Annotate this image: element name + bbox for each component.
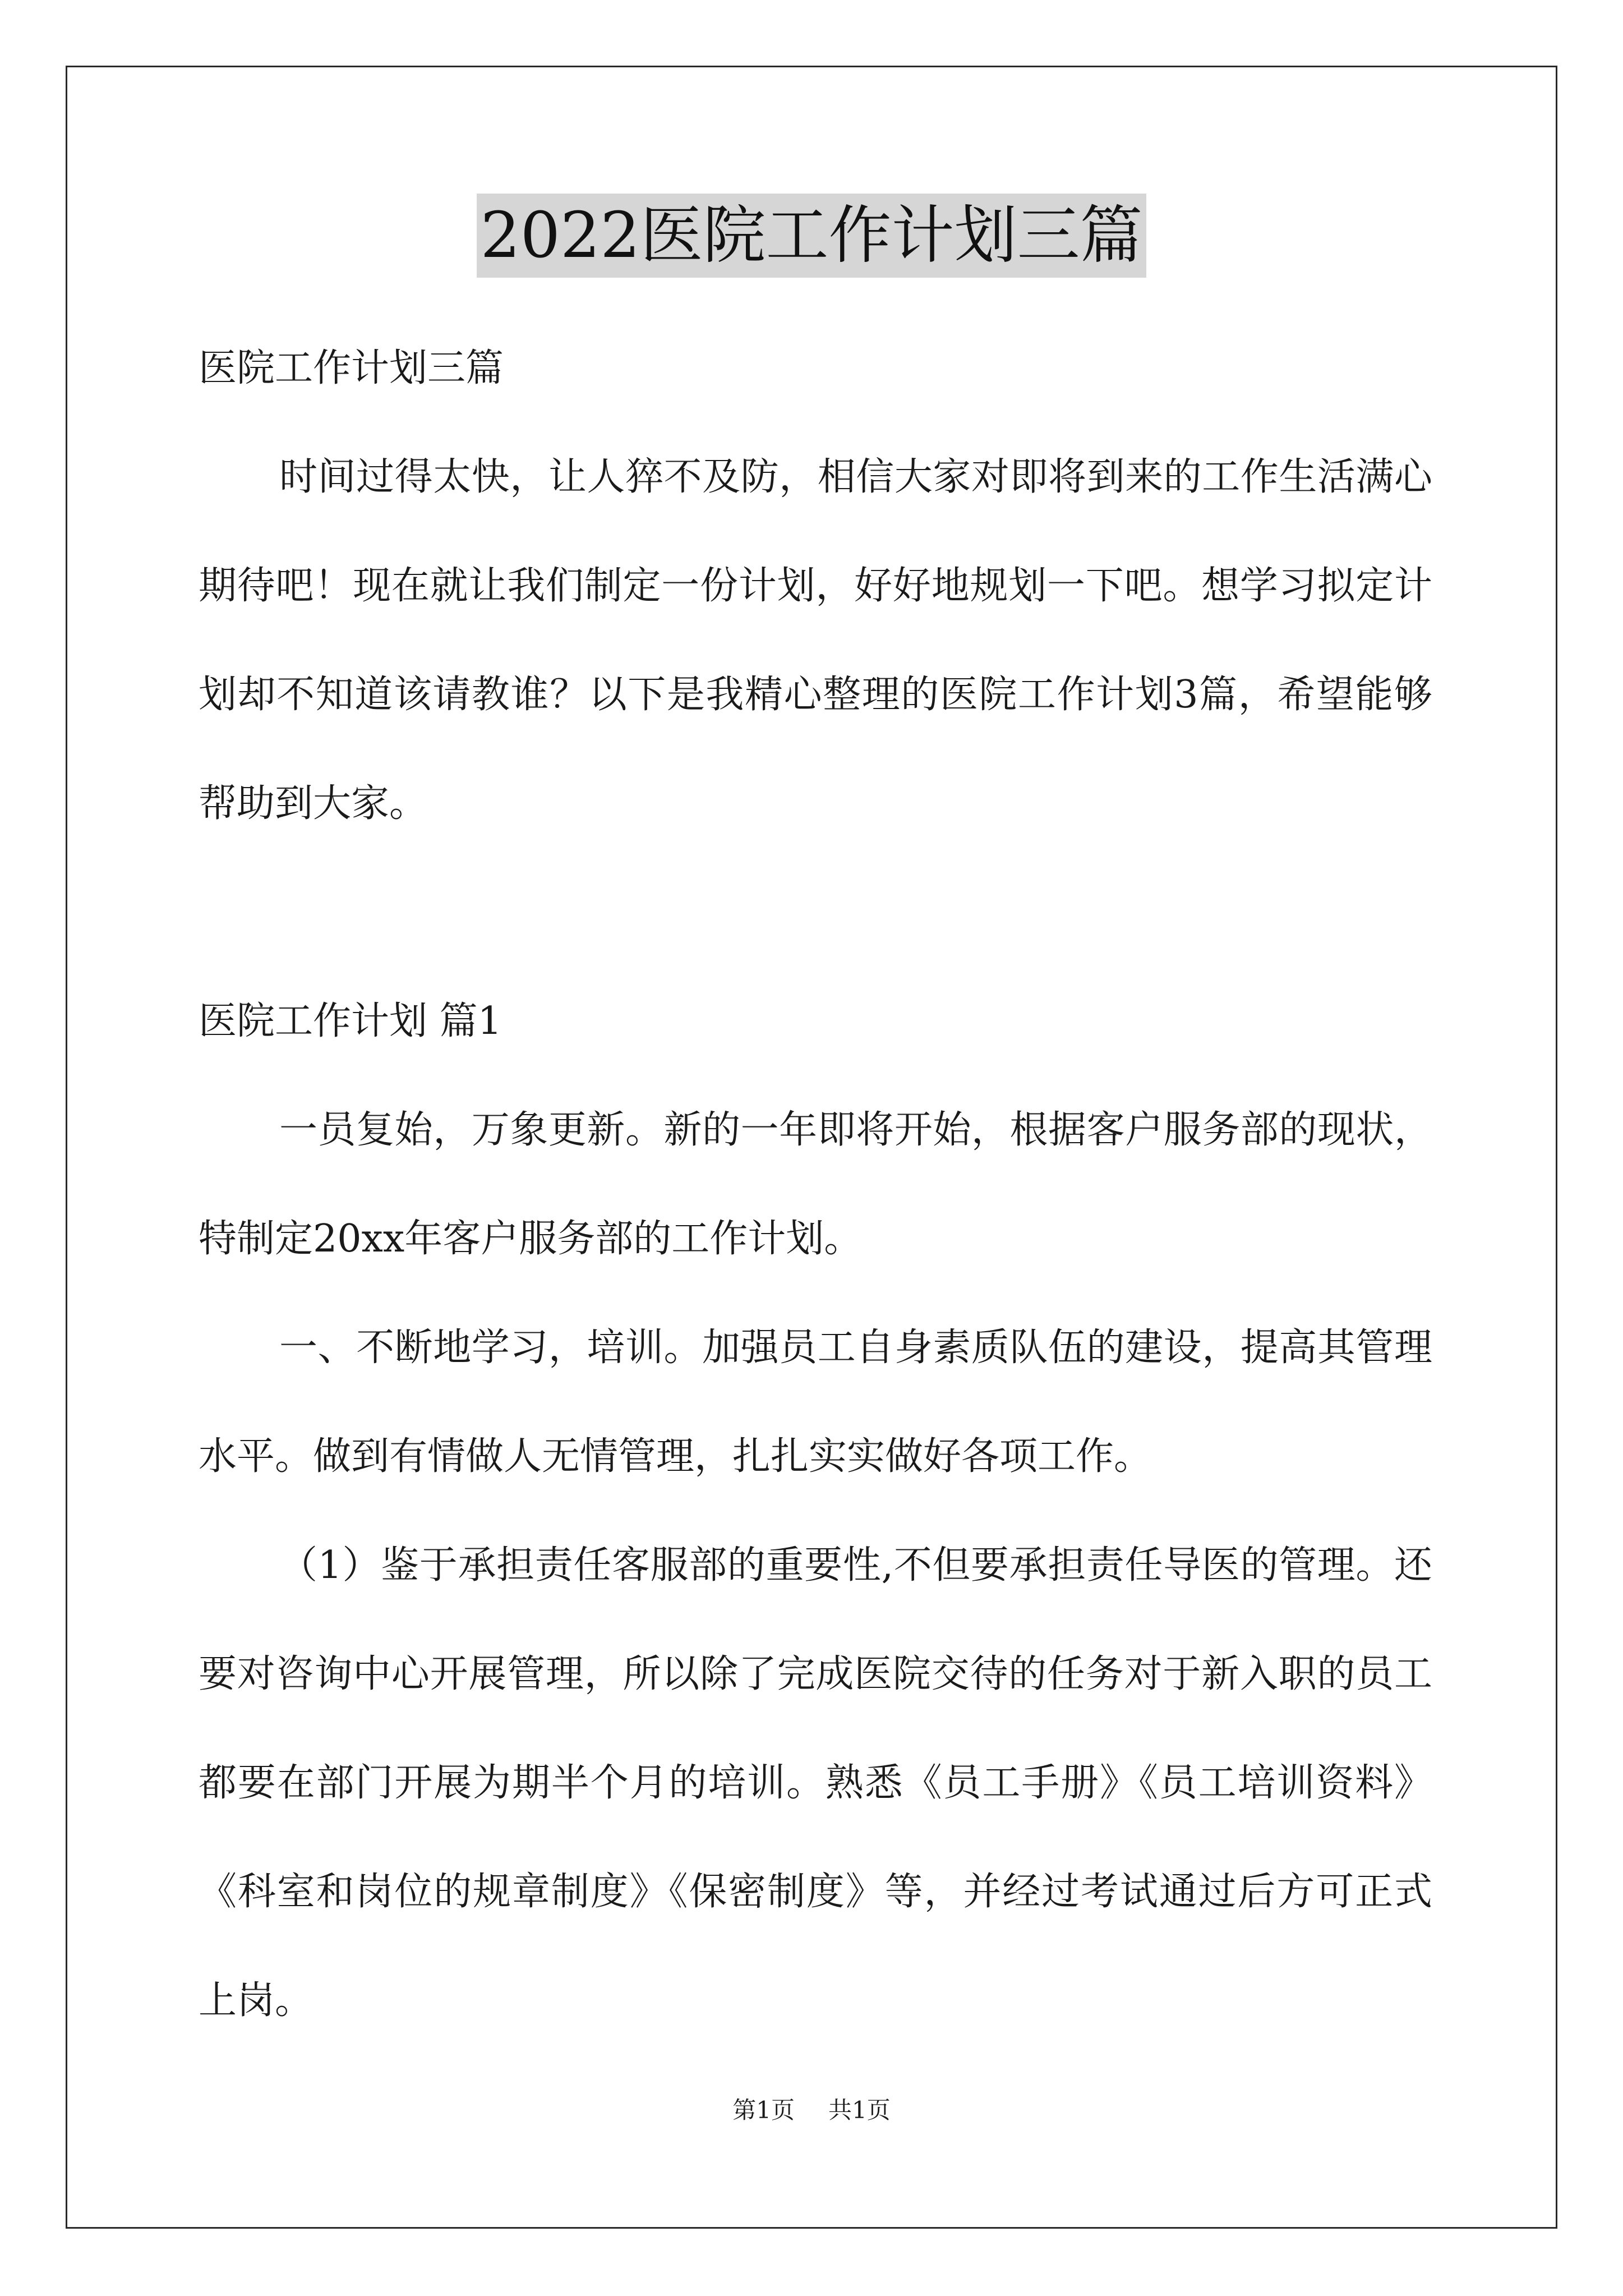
section-heading: 医院工作计划 篇1 — [199, 999, 502, 1043]
intro-paragraph: 时间过得太快，让人猝不及防，相信大家对即将到来的工作生活满心期待吧！现在就让我们制定一份计划，好好地规划一下吧。想学习拟定计划却不知道该请教谁？以下是我精心整理的医院工作计划3篇，希望能够帮助到大家。 — [199, 455, 1432, 826]
body-paragraph: （1）鉴于承担责任客服部的重要性,不但要承担责任导医的管理。还要对咨询中心开展管理，所以除了完成医院交待的任务对于新入职的员工都要在部门开展为期半个月的培训。熟悉《员工手册》《员工培训资料》《科室和岗位的规章制度》《保密制度》等，并经过考试通过后方可正式上岗。 — [199, 1543, 1432, 2023]
page-number-total: 共1页 — [828, 2096, 891, 2124]
body-paragraph: 一、不断地学习，培训。加强员工自身素质队伍的建设，提高其管理水平。做到有情做人无情管理，扎扎实实做好各项工作。 — [199, 1326, 1432, 1479]
paragraph-spacer — [199, 858, 1432, 967]
body-paragraph: 一员复始，万象更新。新的一年即将开始，根据客户服务部的现状，特制定20xx年客户服务部的工作计划。 — [199, 1108, 1432, 1261]
document-title: 2022医院工作计划三篇 — [477, 194, 1146, 278]
subtitle-paragraph: 医院工作计划三篇 — [199, 346, 504, 390]
page-footer — [0, 2093, 1623, 2127]
page-number-current: 第1页 — [732, 2096, 795, 2124]
document-body — [199, 314, 1432, 2055]
title-container — [0, 194, 1623, 278]
